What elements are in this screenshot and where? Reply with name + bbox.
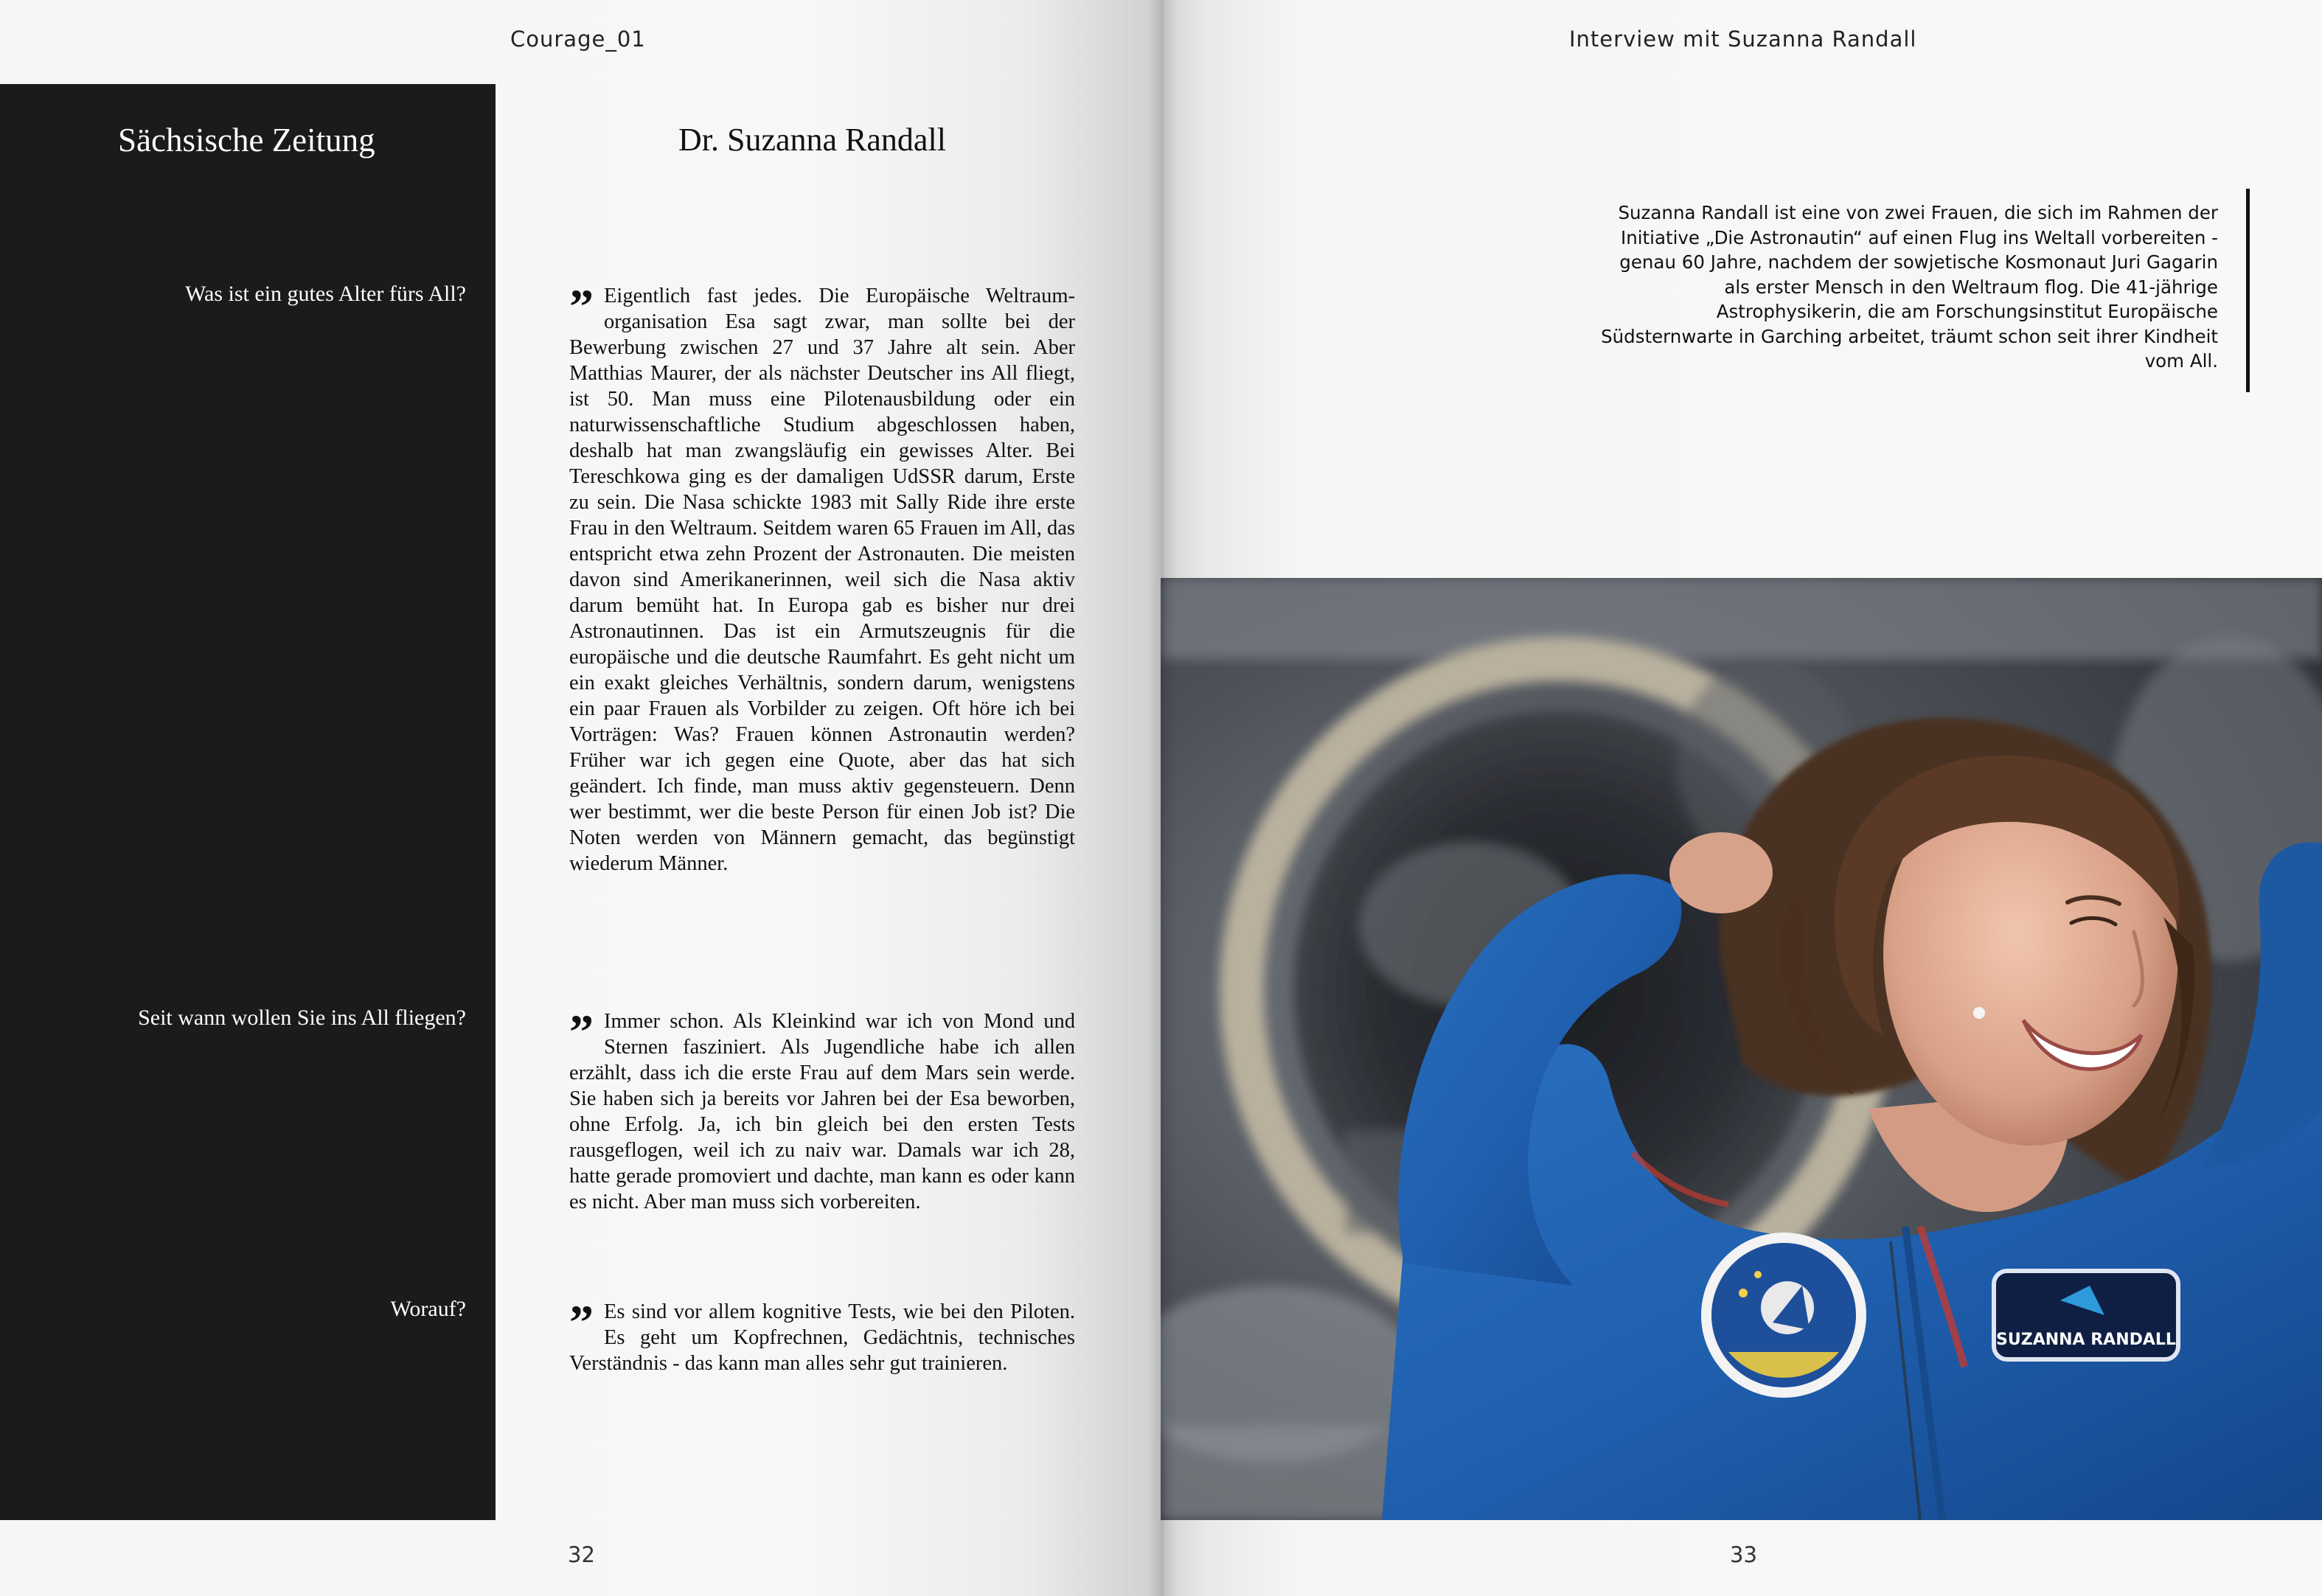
- answer-2-text: Immer schon. Als Kleinkind war ich von Mond und Sternen fasziniert. Als Jugendliche habe ich allen erzählt, dass ich die erste Frau auf dem Mars sein werde. Sie haben sich ja bereits vor Jahren bei der Esa beworben, ohne Erfolg. Ja, ich bin gleich bei den ersten Tests rausgeflogen, weil ich zu naiv war. Damals war ich 28, hatte gerade promoviert und dachte, man kann es oder kann es nicht. Aber man muss sich vorbereiten.: [569, 1010, 1075, 1213]
- sidebar-title: Sächsische Zeitung: [118, 122, 375, 158]
- answer-1-text: Eigentlich fast jedes. Die Europäische Weltraum-organisation Esa sagt zwar, man sollte bei der Bewerbung zwischen 27 und 37 Jahre alt sein. Aber Matthias Maurer, der als nächster Deutscher ins All fliegt, ist 50. Man muss eine Pilotenausbildung oder ein naturwissenschaftliche Studium abgeschlossen haben, deshalb hat man zwangsläufig ein gewisses Alter. Bei Tereschkowa ging es der damaligen UdSSR darum, Erste zu sein. Die Nasa schickte 1983 mit Sally Ride ihre erste Frau in den Weltraum. Seitdem waren 65 Frauen im All, das entspricht etwa zehn Prozent der Astronauten. Die meisten davon sind Amerikanerinnen, weil sich die Nasa aktiv darum bemüht hat. In Europa gab es bisher nur drei Astronautinnen. Das ist ein Armutszeugnis für die europäische und die deutsche Raumfahrt. Es geht nicht um ein exakt gleiches Verhältnis, sondern darum, wenigstens ein paar Frauen als Vorbilder zu zeigen. Oft höre ich bei Vorträgen: Was? Frauen können Astronautin werden? Früher war ich gegen eine Quote, aber das hat sich geändert. Ich finde, man muss aktiv gegensteuern. Denn wer bestimmt, wer die beste Person für einen Job ist? Die Noten werden von Männern gemacht, das begünstigt wiederum Männer.: [569, 285, 1075, 875]
- intro-text: Suzanna Randall ist eine von zwei Frauen, die sich im Rahmen der Initiative „Die Astronautin“ auf einen Flug ins Weltall vorbereiten - genau 60 Jahre, nachdem der sowjetische Kosmonaut Juri Gagarin als erster Mensch in den Weltraum flog. Die 41-jährige Astrophysikerin, die am Forschungsinstitut Europäische Südsternwarte in Garching arbeitet, träumt schon seit ihrer Kindheit vom All.: [1601, 202, 2218, 372]
- question-3: Worauf?: [390, 1297, 466, 1321]
- answer-2: [569, 1008, 1075, 1215]
- running-head-left: Courage_01: [510, 27, 646, 52]
- answer-3-text: Es sind vor allem kognitive Tests, wie bei den Piloten. Es geht um Kopfrechnen, Gedächtnis, technisches Verständnis - das kann man alles sehr gut trainieren.: [569, 1300, 1075, 1375]
- quote-mark-icon: ”: [569, 280, 594, 334]
- portrait-photo: [1161, 578, 2322, 1520]
- quote-mark-icon: ”: [569, 1296, 594, 1350]
- mission-patch-icon: [1701, 1233, 1866, 1398]
- answer-1: [569, 280, 1075, 877]
- sidebar: [0, 84, 496, 1520]
- quote-mark-icon: ”: [569, 1006, 594, 1059]
- running-head-right: Interview mit Suzanna Randall: [1569, 27, 1917, 52]
- headline: Dr. Suzanna Randall: [678, 122, 946, 158]
- question-2: Seit wann wollen Sie ins All fliegen?: [138, 1006, 466, 1030]
- question-1: Was ist ein gutes Alter fürs All?: [185, 282, 466, 306]
- name-patch: [1994, 1271, 2178, 1359]
- portrait-illustration: [1161, 578, 2322, 1520]
- page-number-left: 32: [568, 1542, 595, 1567]
- name-patch-label: SUZANNA RANDALL: [1996, 1331, 2176, 1349]
- page-number-right: 33: [1730, 1542, 1757, 1567]
- intro-rule: [2246, 189, 2250, 392]
- spine-shadow: [1147, 0, 1177, 1596]
- answer-3: [569, 1296, 1075, 1376]
